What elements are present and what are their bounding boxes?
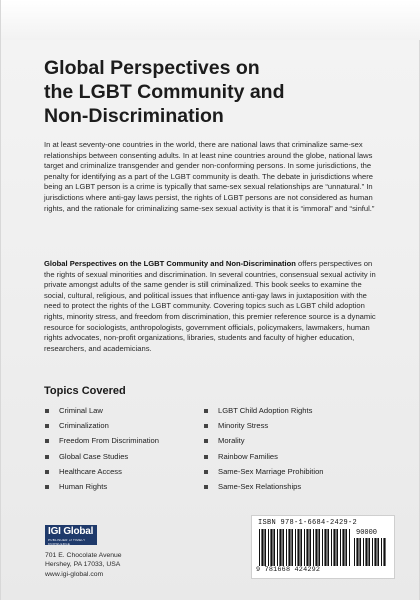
barcode-addon: 90000 <box>356 529 378 537</box>
topic-item <box>44 452 159 467</box>
logo-tagline: PUBLISHER of TIMELY KNOWLEDGE <box>48 538 86 546</box>
topic-label: Healthcare Access <box>59 466 122 476</box>
bullet-icon <box>45 439 49 443</box>
topic-label: Same-Sex Relationships <box>218 481 302 491</box>
topic-label: Rainbow Families <box>218 451 278 461</box>
barcode-bars-icon <box>259 529 351 566</box>
description-body: offers perspectives on the rights of sexual minorities and discrimination. In several countries, consensual sexual activity in private amongst adults of the same gender is still criminalized. This book seeks to examine the social, cultural, religious, and political issues that influence anti-gay laws in juxtaposition with the need to protect the rights of the LGBT community. Covering topics such as LGBT child adoption rights, minority stress, and freedom from discrimination, this premier reference source is a dynamic resource for sociologists, anthropologists, government officials, policymakers, lawmakers, human rights advocates, non-profit organizations, libraries, students and faculty of higher education, researchers, and academicians. <box>44 259 376 353</box>
bullet-icon <box>204 409 208 413</box>
title-line-2: the LGBT Community and <box>44 81 285 103</box>
topic-label: Human Rights <box>59 481 108 491</box>
topic-item <box>203 482 324 497</box>
publisher-website: www.igi-global.com <box>45 570 104 578</box>
topics-list-left <box>44 406 159 497</box>
top-strip <box>1 0 420 40</box>
topics-list-right <box>203 406 324 497</box>
bullet-icon <box>45 424 49 428</box>
topic-label: Criminal Law <box>59 406 103 415</box>
topic-label: LGBT Child Adoption Rights <box>218 406 313 415</box>
address-line-2: Hershey, PA 17033, USA <box>45 561 121 569</box>
topic-label: Morality <box>218 436 245 446</box>
topic-label: Global Case Studies <box>59 451 129 461</box>
topic-item <box>44 436 159 451</box>
topic-label: Minority Stress <box>218 421 269 431</box>
bullet-icon <box>45 470 49 474</box>
topic-item <box>44 482 159 497</box>
topic-item <box>203 421 324 436</box>
isbn-barcode <box>251 515 395 579</box>
topic-item <box>203 406 324 421</box>
topic-item <box>44 421 159 436</box>
topic-item <box>203 467 324 482</box>
topic-label: Criminalization <box>59 421 109 431</box>
topic-label: Freedom From Discrimination <box>59 436 160 446</box>
title-line-3: Non-Discrimination <box>44 105 224 127</box>
topic-item <box>203 436 324 451</box>
bullet-icon <box>204 439 208 443</box>
bullet-icon <box>45 455 49 459</box>
bullet-icon <box>45 485 49 489</box>
bullet-icon <box>45 409 49 413</box>
ean-digits: 9 781668 424292 <box>256 566 321 574</box>
igi-global-logo <box>45 525 97 545</box>
description-paragraph <box>44 259 384 354</box>
bullet-icon <box>204 485 208 489</box>
barcode-addon-bars-icon <box>354 538 387 566</box>
topic-item <box>44 467 159 482</box>
topic-label: Same-Sex Marriage Prohibition <box>218 466 324 476</box>
publisher-address <box>45 551 122 579</box>
bullet-icon <box>204 470 208 474</box>
bullet-icon <box>204 424 208 428</box>
address-line-1: 701 E. Chocolate Avenue <box>45 552 122 559</box>
description-book-title: Global Perspectives on the LGBT Community and Non-Discrimination <box>44 259 296 268</box>
topics-heading: Topics Covered <box>44 385 126 397</box>
topic-item <box>203 452 324 467</box>
topic-item <box>44 406 159 421</box>
intro-paragraph: In at least seventy-one countries in the world, there are national laws that criminalize same-sex relationships between consenting adults. In at least nine countries around the globe, national laws target and criminalize transgender and gender non-conforming persons. In some jurisdictions, the penalty for identifying as a part of the LGBT community is death. The debate in jurisdictions where being an LGBT person is a crime is typically that same-sex sexual relationships are “unnatural.” In jurisdictions where anti-gay laws persist, the rights of LGBT persons are not considered as human rights, and the rationale for criminalizing same-sex sexual activity is that it is “immoral” and “sinful.” <box>44 140 375 213</box>
title-line-1: Global Perspectives on <box>44 57 260 79</box>
isbn-label: ISBN 978-1-6684-2429-2 <box>258 519 358 527</box>
bullet-icon <box>204 455 208 459</box>
book-title <box>44 56 394 128</box>
logo-text: IGI Global <box>48 526 94 537</box>
